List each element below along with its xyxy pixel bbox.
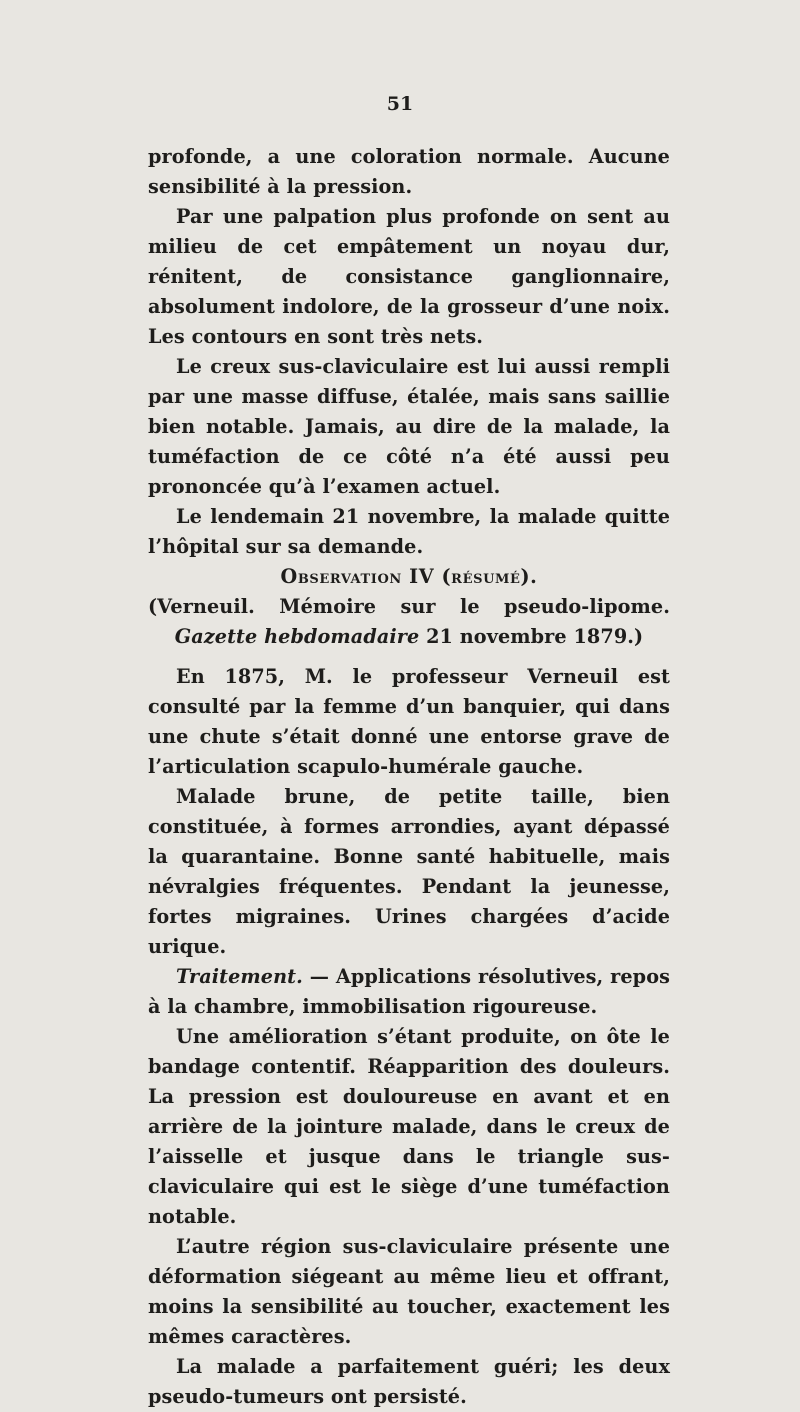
paragraph-other-region: L’autre région sus-claviculaire présente une déformation siégeant au même lieu et offrant, moins la sensibilité au toucher, exactement les mêmes caractères.	[148, 1235, 670, 1348]
paragraph-palpation: Par une palpation plus profonde on sent au milieu de cet empâtement un noyau dur, rénitent, de consistance ganglionnaire, absolument indolore, de la grosseur d’une noix. Les contours en sont très nets.	[148, 205, 670, 348]
paragraph-improvement: Une amélioration s’étant produite, on ôte le bandage contentif. Réapparition des douleurs. La pression est douloureuse en avant et en arrière de la jointure malade, dans le creux de l’aisselle et jusque dans le triangle sus-claviculaire qui est le siège d’une tuméfaction notable.	[148, 1025, 670, 1228]
page-number: 51	[386, 93, 414, 115]
treatment-text: — Applications résolutives, repos à la chambre, immobilisation rigoureuse.	[148, 965, 670, 1018]
paragraph-case-intro: En 1875, M. le professeur Verneuil est consulté par la femme d’un banquier, qui dans une chute s’était donné une entorse grave de l’articulation scapulo-humérale gauche.	[148, 665, 670, 778]
paragraph-outcome: La malade a parfaitement guéri; les deux pseudo-tumeurs ont persisté.	[148, 1355, 670, 1408]
citation-author-title: (Verneuil. Mémoire sur le pseudo-lipome.	[148, 595, 670, 618]
paragraph-supraclavicular: Le creux sus-claviculaire est lui aussi rempli par une masse diffuse, étalée, mais sans saillie bien notable. Jamais, au dire de la malade, la tuméfaction de ce côté n’a été aussi peu prononcée qu’à l’examen actuel.	[148, 355, 670, 498]
citation-date: 21 novembre 1879.)	[426, 625, 644, 648]
observation-citation	[148, 592, 670, 652]
paragraph-continuation: profonde, a une coloration normale. Aucune sensibilité à la pression.	[148, 145, 670, 198]
citation-journal: Gazette hebdomadaire	[174, 625, 420, 648]
paragraph-patient-description: Malade brune, de petite taille, bien constituée, à formes arrondies, ayant dépassé la quarantaine. Bonne santé habituelle, mais névralgies fréquentes. Pendant la jeunesse, fortes migraines. Urines chargées d’acide urique.	[148, 785, 670, 958]
body-text	[148, 142, 670, 1412]
treatment-label: Traitement.	[176, 965, 303, 988]
paragraph-discharge: Le lendemain 21 novembre, la malade quitte l’hôpital sur sa demande.	[148, 505, 670, 558]
paragraph-treatment	[148, 962, 670, 1022]
observation-heading: Observation IV (résumé).	[280, 565, 538, 588]
